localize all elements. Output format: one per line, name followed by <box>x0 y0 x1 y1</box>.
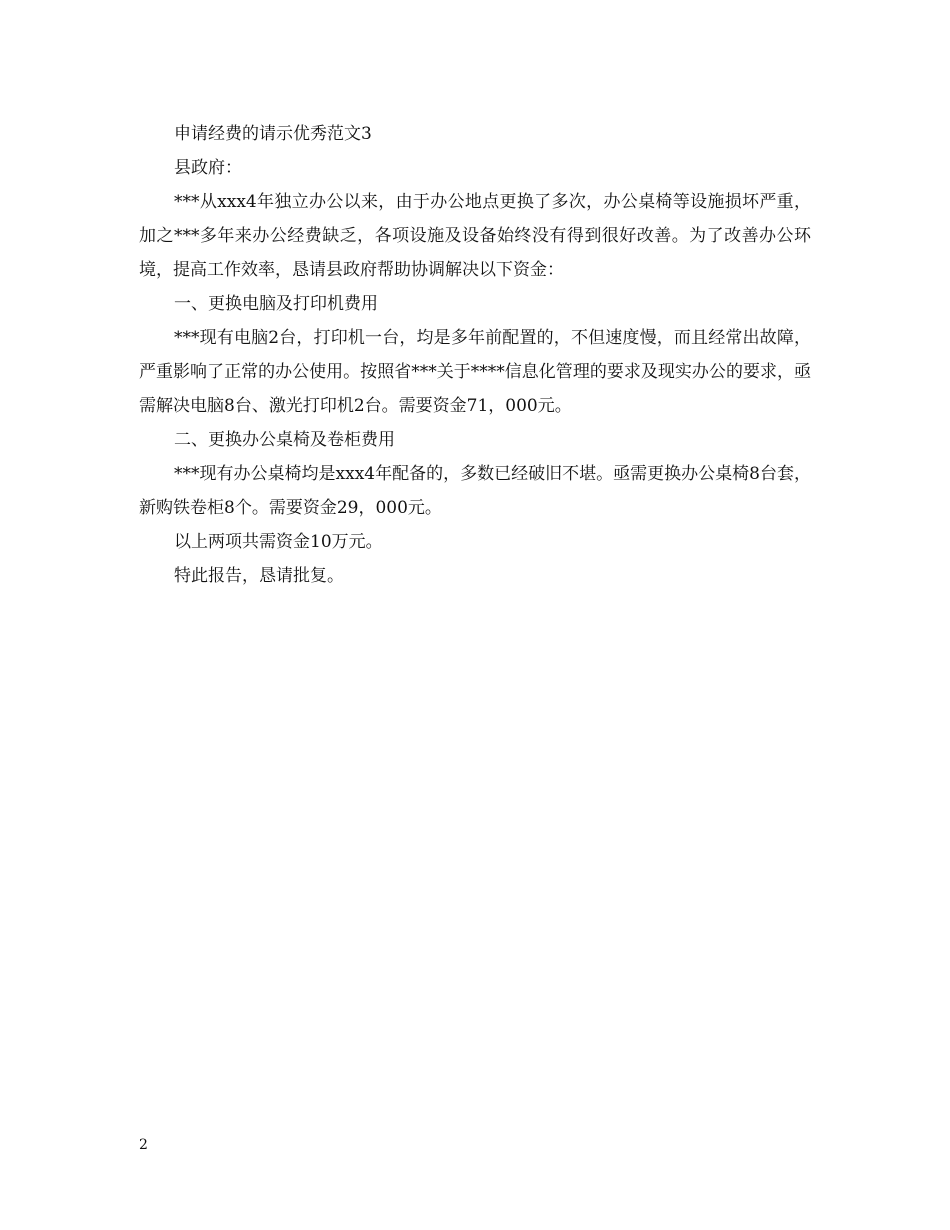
furniture-paragraph: ***现有办公桌椅均是xxx4年配备的，多数已经破旧不堪。亟需更换办公桌椅8台套，新购铁卷柜8个。需要资金29，000元。 <box>139 464 811 518</box>
document-title: 申请经费的请示优秀范文3 <box>174 124 372 144</box>
section-heading-furniture: 二、更换办公桌椅及卷柜费用 <box>174 430 395 450</box>
computers-paragraph: ***现有电脑2台，打印机一台，均是多年前配置的，不但速度慢，而且经常出故障，严重影响了正常的办公使用。按照省***关于****信息化管理的要求及现实办公的要求，亟需解决电脑8台、激光打印机2台。需要资金71，000元。 <box>139 328 811 416</box>
intro-paragraph: ***从xxx4年独立办公以来，由于办公地点更换了多次，办公桌椅等设施损坏严重，加之***多年来办公经费缺乏，各项设施及设备始终没有得到很好改善。为了改善办公环境，提高工作效率，恳请县政府帮助协调解决以下资金： <box>139 192 811 280</box>
document-body <box>139 117 811 593</box>
total-paragraph: 以上两项共需资金10万元。 <box>174 532 383 552</box>
salutation: 县政府： <box>174 158 242 178</box>
page-number: 2 <box>139 1137 148 1153</box>
closing-paragraph: 特此报告，恳请批复。 <box>174 566 344 586</box>
section-heading-computers: 一、更换电脑及打印机费用 <box>174 294 378 314</box>
